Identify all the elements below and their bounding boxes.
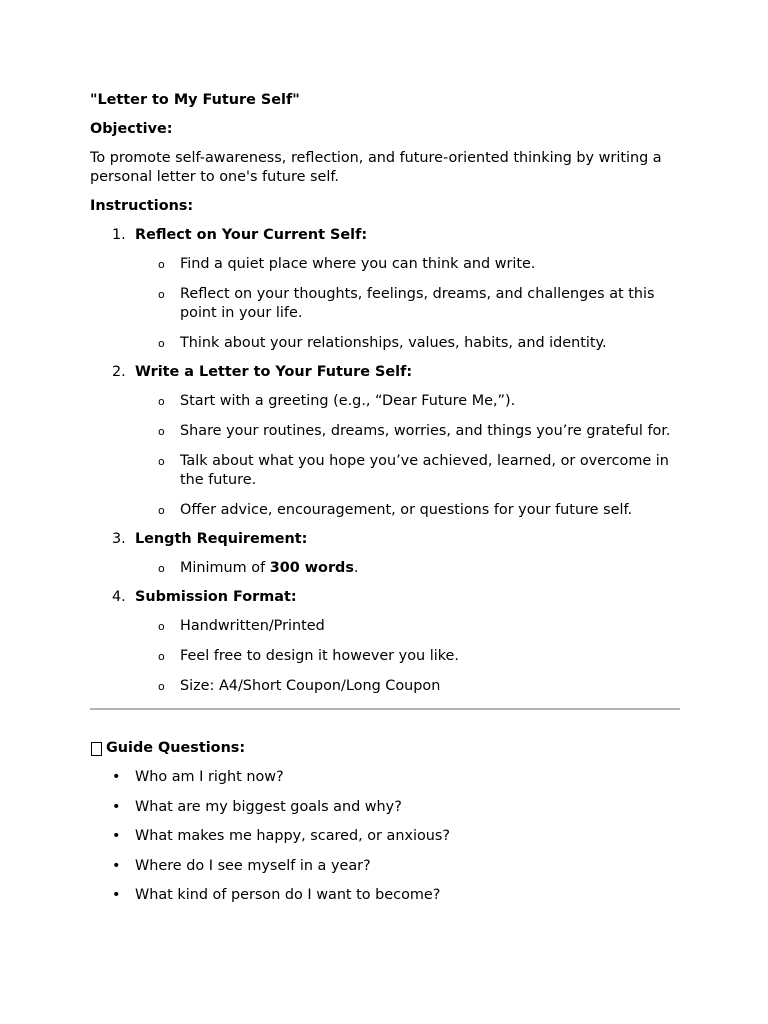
objective-text: To promote self-awareness, reflection, and future-oriented thinking by writing a personal letter to one's future self. [90, 150, 662, 185]
sub-list-item [90, 501, 680, 520]
step-sublist [90, 392, 680, 520]
bullet-icon: • [112, 857, 121, 874]
document-title: "Letter to My Future Self" [90, 92, 300, 108]
guide-question [90, 768, 680, 787]
circle-bullet-icon: o [158, 425, 165, 438]
circle-bullet-icon: o [158, 337, 165, 350]
document-body [90, 91, 680, 916]
min-words-value: 300 words [269, 560, 354, 576]
sub-list-item [90, 392, 680, 411]
bullet-icon: • [112, 887, 121, 903]
sub-list-item [90, 647, 680, 666]
guide-heading-text: Guide Questions: [106, 740, 246, 756]
objective-heading: Objective: [90, 121, 173, 137]
instructions-list [90, 226, 680, 696]
sub-list-item [90, 255, 680, 274]
sub-list-text: Share your routines, dreams, worries, and things you’re grateful for. [180, 423, 671, 439]
sub-list-text: Talk about what you hope you’ve achieved, learned, or overcome in the future. [180, 453, 669, 488]
guide-question [90, 857, 680, 876]
step-sublist [90, 255, 680, 353]
step-sublist [90, 617, 680, 696]
sub-list-item [90, 285, 680, 323]
step-sublist [90, 559, 680, 578]
circle-bullet-icon: o [158, 455, 165, 468]
sub-list-text: Start with a greeting (e.g., “Dear Future Me,”). [180, 393, 516, 409]
sub-list-text: Handwritten/Printed [180, 618, 325, 634]
min-words-prefix: Minimum of [180, 560, 270, 576]
guide-question-text: What kind of person do I want to become? [135, 887, 441, 903]
sub-list-text: Feel free to design it however you like. [180, 648, 459, 664]
bullet-icon: • [112, 798, 121, 815]
guide-heading [90, 739, 680, 758]
sub-list-item [90, 559, 680, 578]
sub-list-text: Reflect on your thoughts, feelings, dreams, and challenges at this point in your life. [180, 286, 655, 321]
circle-bullet-icon: o [158, 504, 165, 517]
sub-list-text: Size: A4/Short Coupon/Long Coupon [180, 678, 441, 694]
min-words-suffix: . [353, 560, 359, 576]
circle-bullet-icon: o [158, 288, 165, 301]
sub-list-item [90, 617, 680, 636]
guide-question-text: Where do I see myself in a year? [135, 857, 371, 874]
circle-bullet-icon: o [158, 620, 165, 633]
sub-list-item [90, 452, 680, 490]
circle-bullet-icon: o [158, 680, 165, 693]
step-number: 1. [112, 227, 126, 243]
guide-question [90, 827, 680, 846]
guide-question-text: Who am I right now? [135, 769, 284, 785]
bullet-icon: • [112, 828, 121, 844]
sub-list-item [90, 334, 680, 353]
instructions-heading: Instructions: [90, 198, 194, 214]
horizontal-rule [90, 708, 680, 710]
step-label: Write a Letter to Your Future Self: [135, 364, 413, 380]
circle-bullet-icon: o [158, 562, 165, 575]
sub-list-text [180, 559, 680, 578]
instruction-step [90, 363, 680, 520]
step-label: Length Requirement: [135, 531, 308, 547]
guide-question-text: What are my biggest goals and why? [135, 798, 402, 815]
guide-question-text: What makes me happy, scared, or anxious? [135, 828, 451, 844]
instruction-step [90, 588, 680, 696]
circle-bullet-icon: o [158, 650, 165, 663]
circle-bullet-icon: o [158, 395, 165, 408]
sub-list-item [90, 422, 680, 441]
instruction-step [90, 226, 680, 353]
step-number: 3. [112, 531, 126, 547]
step-number: 2. [112, 364, 126, 380]
step-label: Reflect on Your Current Self: [135, 227, 368, 243]
step-label: Submission Format: [135, 589, 297, 605]
guide-questions-list [90, 768, 680, 905]
bullet-icon: • [112, 769, 121, 785]
sub-list-text: Find a quiet place where you can think and write. [180, 256, 536, 272]
guide-question [90, 798, 680, 817]
circle-bullet-icon: o [158, 258, 165, 271]
sub-list-text: Offer advice, encouragement, or questions for your future self. [180, 502, 633, 518]
instruction-step [90, 530, 680, 578]
missing-glyph-icon [91, 742, 102, 756]
step-number: 4. [112, 589, 126, 605]
sub-list-item [90, 677, 680, 696]
sub-list-text: Think about your relationships, values, habits, and identity. [180, 335, 607, 351]
guide-question [90, 886, 680, 905]
